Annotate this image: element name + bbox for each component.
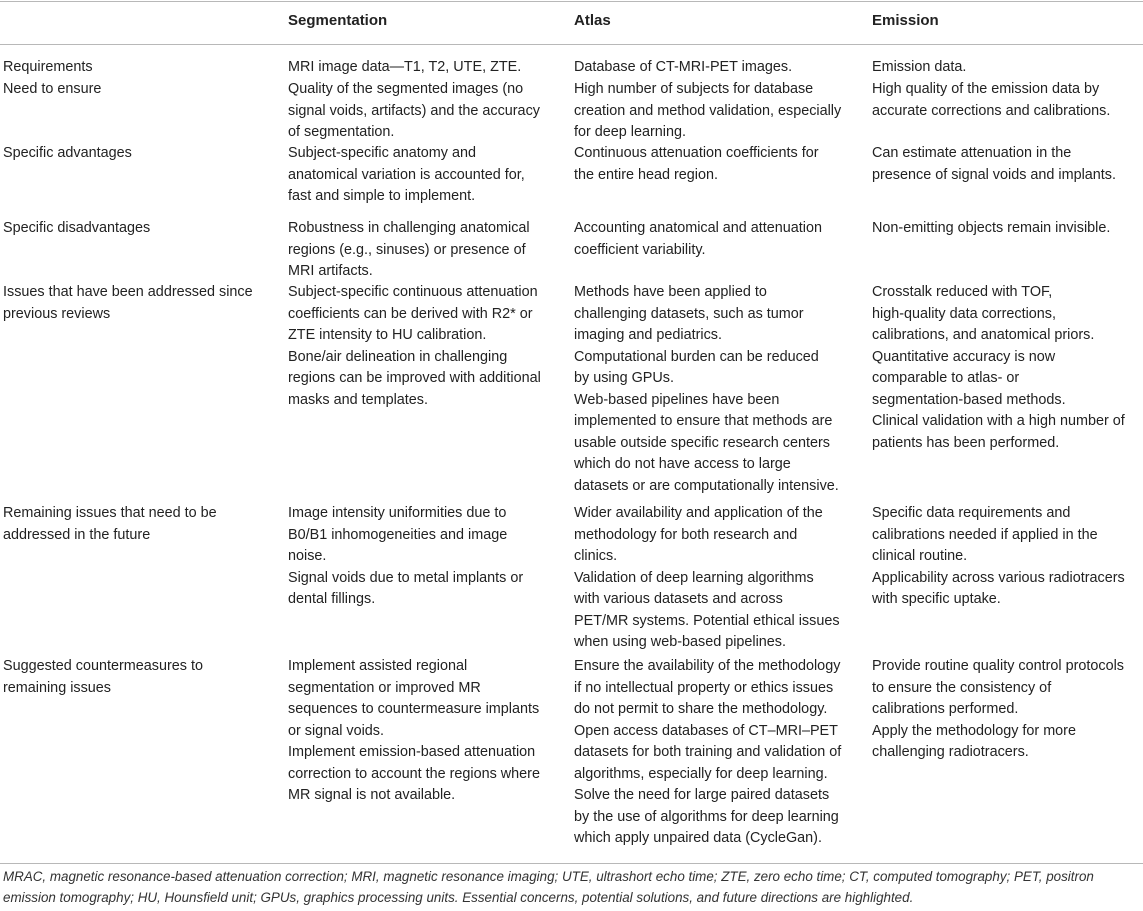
table-bottom-rule [0, 863, 1143, 864]
cell-text-line: Issues that have been addressed since [3, 284, 253, 300]
row-label [3, 218, 150, 240]
cell-text-line: Open access databases of CT–MRI–PET [574, 722, 838, 739]
cell-text-line: segmentation-based methods. [872, 391, 1066, 408]
header-rule [0, 44, 1143, 45]
cell-text-line: masks and templates. [288, 391, 428, 408]
table-top-rule [0, 1, 1143, 2]
cell-text-line: comparable to atlas- or [872, 370, 1020, 386]
cell-text-line: anatomical variation is accounted for, [288, 166, 525, 183]
cell-text-line: coefficients can be derived with R2* or [288, 305, 533, 322]
cell-text-line: MRI image data—T1, T2, UTE, ZTE. [288, 59, 522, 75]
cell-text-line: High quality of the emission data by [872, 81, 1100, 97]
cell-text-line: Can estimate attenuation in the [872, 145, 1072, 161]
cell-text-line: Accounting anatomical and attenuation [574, 220, 823, 236]
cell-text-line: Apply the methodology for more [872, 722, 1076, 739]
cell-text-line: usable outside specific research centers [574, 434, 830, 451]
footnote-line: emission tomography; HU, Hounsfield unit; GPUs, graphics processing units. Essential concerns, potential solutions, and future directions are highlighted. [3, 889, 914, 905]
atlas-cell [574, 282, 839, 497]
cell-text-line: Requirements [3, 59, 93, 75]
cell-text-line: Implement emission-based attenuation [288, 744, 536, 760]
cell-text-line: of segmentation. [288, 124, 395, 140]
header-emission: Emission [872, 12, 939, 29]
cell-text-line: Implement assisted regional [288, 658, 468, 674]
cell-text-line: datasets or are computationally intensive. [574, 477, 839, 494]
table-footnote [3, 867, 1141, 908]
cell-text-line: algorithms, especially for deep learning. [574, 765, 828, 782]
cell-text-line: the entire head region. [574, 166, 719, 183]
emission-cell [872, 656, 1124, 764]
cell-text-line: Database of CT-MRI-PET images. [574, 59, 793, 75]
cell-text-line: calibrations needed if applied in the [872, 526, 1098, 543]
cell-text-line: clinical routine. [872, 548, 968, 564]
cell-text-line: coefficient variability. [574, 241, 706, 258]
cell-text-line: Quantitative accuracy is now [872, 348, 1056, 365]
cell-text-line: or signal voids. [288, 722, 384, 739]
cell-text-line: high-quality data corrections, [872, 305, 1056, 322]
cell-text-line: Subject-specific anatomy and [288, 145, 476, 161]
cell-text-line: implemented to ensure that methods are [574, 413, 833, 429]
segmentation-cell [288, 218, 530, 283]
emission-cell [872, 57, 966, 79]
emission-cell [872, 143, 1116, 186]
cell-text-line: calibrations, and anatomical priors. [872, 327, 1095, 343]
segmentation-cell [288, 143, 525, 208]
row-label [3, 503, 217, 546]
atlas-cell [574, 79, 841, 144]
cell-text-line: with various datasets and across [574, 591, 783, 607]
row-label [3, 656, 203, 699]
cell-text-line: patients has been performed. [872, 434, 1060, 451]
cell-text-line: Ensure the availability of the methodology [574, 658, 841, 674]
cell-text-line: Methods have been applied to [574, 284, 767, 300]
cell-text-line: Solve the need for large paired datasets [574, 787, 830, 803]
cell-text-line: sequences to countermeasure implants [288, 701, 540, 717]
cell-text-line: Crosstalk reduced with TOF, [872, 284, 1053, 300]
cell-text-line: ZTE intensity to HU calibration. [288, 327, 487, 343]
cell-text-line: imaging and pediatrics. [574, 327, 722, 343]
cell-text-line: Validation of deep learning algorithms [574, 569, 814, 586]
cell-text-line: Non-emitting objects remain invisible. [872, 220, 1111, 236]
cell-text-line: Robustness in challenging anatomical [288, 220, 530, 236]
cell-text-line: Subject-specific continuous attenuation [288, 284, 538, 300]
cell-text-line: Continuous attenuation coefficients for [574, 145, 819, 161]
cell-text-line: for deep learning. [574, 124, 687, 140]
cell-text-line: if no intellectual property or ethics issues [574, 679, 834, 696]
cell-text-line: Signal voids due to metal implants or [288, 569, 524, 586]
cell-text-line: Bone/air delineation in challenging [288, 348, 508, 365]
atlas-cell [574, 218, 822, 261]
cell-text-line: when using web-based pipelines. [574, 634, 787, 650]
emission-cell [872, 79, 1110, 122]
cell-text-line: with specific uptake. [872, 591, 1001, 607]
cell-text-line: Clinical validation with a high number of [872, 413, 1125, 429]
cell-text-line: correction to account the regions where [288, 765, 540, 782]
cell-text-line: Suggested countermeasures to [3, 658, 203, 674]
cell-text-line: High number of subjects for database [574, 81, 814, 97]
cell-text-line: by the use of algorithms for deep learning [574, 808, 839, 825]
cell-text-line: fast and simple to implement. [288, 188, 476, 204]
cell-text-line: MR signal is not available. [288, 787, 456, 803]
segmentation-cell [288, 282, 541, 411]
cell-text-line: B0/B1 inhomogeneities and image [288, 526, 508, 543]
emission-cell [872, 282, 1125, 454]
cell-text-line: MRI artifacts. [288, 263, 373, 279]
header-atlas: Atlas [574, 12, 611, 29]
cell-text-line: which apply unpaired data (CycleGan). [574, 830, 822, 846]
row-label [3, 282, 253, 325]
cell-text-line: to ensure the consistency of [872, 679, 1052, 696]
cell-text-line: clinics. [574, 548, 618, 564]
cell-text-line: regions (e.g., sinuses) or presence of [288, 241, 526, 258]
segmentation-cell [288, 503, 523, 611]
header-segmentation: Segmentation [288, 12, 388, 29]
cell-text-line: segmentation or improved MR [288, 679, 481, 696]
cell-text-line: signal voids, artifacts) and the accuracy [288, 102, 540, 119]
cell-text-line: methodology for both research and [574, 526, 798, 543]
cell-text-line: Web-based pipelines have been [574, 391, 780, 408]
cell-text-line: datasets for both training and validation of [574, 744, 842, 760]
cell-text-line: accurate corrections and calibrations. [872, 102, 1111, 119]
cell-text-line: Specific disadvantages [3, 220, 151, 236]
cell-text-line: regions can be improved with additional [288, 370, 541, 386]
cell-text-line: remaining issues [3, 679, 111, 696]
cell-text-line: Specific data requirements and [872, 505, 1071, 521]
cell-text-line: Remaining issues that need to be [3, 505, 217, 521]
atlas-cell [574, 143, 819, 186]
cell-text-line: previous reviews [3, 305, 111, 322]
cell-text-line: challenging radiotracers. [872, 744, 1029, 760]
cell-text-line: Emission data. [872, 59, 967, 75]
cell-text-line: Wider availability and application of the [574, 505, 823, 521]
cell-text-line: Computational burden can be reduced [574, 348, 819, 365]
cell-text-line: creation and method validation, especially [574, 102, 842, 119]
cell-text-line: do not permit to share the methodology. [574, 701, 828, 717]
atlas-cell [574, 57, 792, 79]
cell-text-line: Quality of the segmented images (no [288, 81, 524, 97]
atlas-cell [574, 503, 840, 654]
emission-cell [872, 503, 1125, 611]
cell-text-line: Specific advantages [3, 145, 132, 161]
cell-text-line: dental fillings. [288, 591, 376, 607]
footnote-line: MRAC, magnetic resonance-based attenuation correction; MRI, magnetic resonance imaging; UTE, ultrashort echo time; ZTE, zero echo time; CT, computed tomography; PET, positron [3, 869, 1094, 884]
cell-text-line: addressed in the future [3, 526, 151, 543]
cell-text-line: by using GPUs. [574, 370, 674, 386]
cell-text-line: PET/MR systems. Potential ethical issues [574, 612, 840, 629]
cell-text-line: Image intensity uniformities due to [288, 505, 507, 521]
cell-text-line: Applicability across various radiotracers [872, 569, 1125, 586]
segmentation-cell [288, 57, 521, 79]
segmentation-cell [288, 656, 540, 807]
row-label [3, 79, 101, 101]
cell-text-line: which do not have access to large [574, 456, 791, 472]
cell-text-line: calibrations performed. [872, 701, 1019, 717]
atlas-cell [574, 656, 841, 850]
cell-text-line: Need to ensure [3, 81, 102, 97]
segmentation-cell [288, 79, 540, 144]
cell-text-line: challenging datasets, such as tumor [574, 305, 804, 322]
cell-text-line: noise. [288, 548, 327, 564]
cell-text-line: presence of signal voids and implants. [872, 166, 1116, 183]
emission-cell [872, 218, 1110, 240]
row-label [3, 143, 132, 165]
cell-text-line: Provide routine quality control protocols [872, 658, 1124, 674]
row-label [3, 57, 93, 79]
